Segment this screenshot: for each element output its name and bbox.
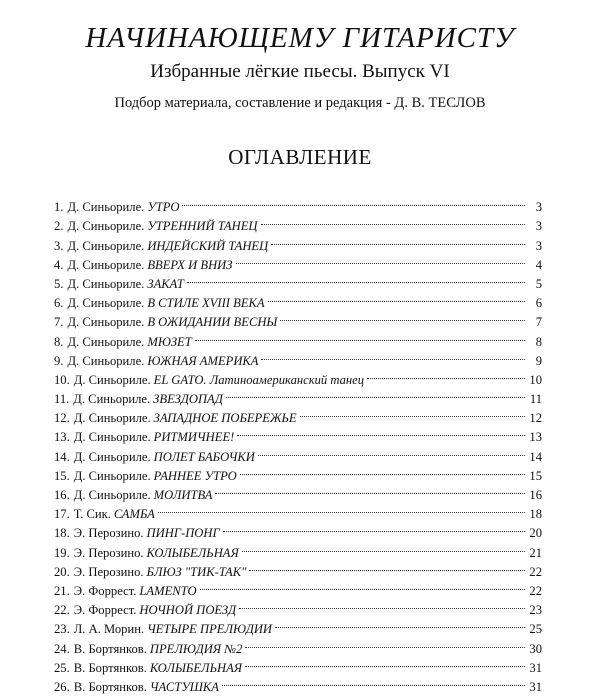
- toc-entry-page-number: 18: [529, 507, 542, 522]
- toc-entry-piece-title: ЧАСТУШКА: [149, 679, 219, 694]
- toc-entry: [54, 326, 542, 349]
- toc-dot-leader: [367, 365, 525, 384]
- toc-entry-piece-title: ЗАКАТ: [147, 276, 184, 291]
- toc-entry: [54, 307, 542, 330]
- document-subtitle: Избранные лёгкие пьесы. Выпуск VI: [150, 61, 450, 82]
- toc-entry-piece-title: КОЛЫБЕЛЬНАЯ: [149, 660, 243, 675]
- toc-entry-piece-title: ПИНГ-ПОНГ: [146, 526, 220, 541]
- toc-entry-number: 3.: [54, 238, 64, 253]
- toc-entry: [54, 288, 542, 311]
- toc-entry-number: 2.: [54, 219, 64, 234]
- toc-dot-leader: [237, 422, 525, 441]
- toc-entry-page-number: 15: [529, 468, 542, 483]
- toc-dot-leader: [300, 403, 525, 422]
- toc-entry-page-number: 22: [529, 564, 542, 579]
- toc-entry-piece-title: РАННЕЕ УТРО: [153, 468, 237, 483]
- toc-entry: [54, 365, 542, 387]
- toc-entry-piece-title: ПОЛЕТ БАБОЧКИ: [153, 449, 255, 464]
- toc-entry-piece-title: LAMENTO: [139, 583, 197, 598]
- toc-entry-composer: Д. Синьориле.: [73, 392, 151, 407]
- document-credits: Подбор материала, составление и редакция - Д. В. ТЕСЛОВ: [114, 95, 486, 111]
- toc-entry-piece-title: НОЧНОЙ ПОЕЗД: [139, 603, 237, 618]
- toc-entry: [54, 422, 542, 445]
- toc-entry-composer: Д. Синьориле.: [73, 488, 151, 502]
- toc-dot-leader: [240, 461, 525, 480]
- toc-entry-piece-title: ВВЕРХ И ВНИЗ: [147, 257, 233, 272]
- toc-entry-piece-title: РИТМИЧНЕЕ!: [153, 430, 235, 445]
- toc-dot-leader: [242, 537, 525, 556]
- toc-entry-number: 20.: [54, 564, 70, 579]
- toc-dot-leader: [261, 346, 525, 365]
- toc-entry: [54, 403, 542, 426]
- toc-entry-piece-title: ЗВЕЗДОПАД: [153, 392, 223, 407]
- toc-entry-page-number: 30: [529, 641, 542, 656]
- toc-entry-composer: Д. Синьориле.: [73, 468, 151, 483]
- toc-entry: [54, 269, 542, 291]
- toc-entry: [54, 653, 542, 675]
- toc-entry-page-number: 12: [529, 411, 542, 426]
- toc-dot-leader: [187, 269, 525, 288]
- toc-entry-composer: Д. Синьориле.: [73, 411, 151, 426]
- toc-dot-leader: [182, 192, 525, 211]
- toc-entry-composer: Д. Синьориле.: [67, 238, 145, 253]
- toc-entry-piece-title: ИНДЕЙСКИЙ ТАНЕЦ: [147, 238, 269, 253]
- toc-entry-piece-title: ЮЖНАЯ АМЕРИКА: [147, 353, 259, 368]
- toc-entry: [54, 211, 542, 234]
- toc-entry-page-number: 20: [529, 526, 542, 541]
- toc-entry-page-number: 16: [529, 488, 542, 502]
- toc-entry-composer: Д. Синьориле.: [73, 430, 151, 445]
- toc-dot-leader: [239, 595, 525, 614]
- toc-entry: [54, 441, 542, 464]
- contents-heading: ОГЛАВЛЕНИЕ: [228, 145, 372, 169]
- toc-entry-page-number: 3: [535, 219, 542, 234]
- toc-entry-composer: Э. Перозино.: [73, 564, 144, 579]
- toc-entry-composer: Д. Синьориле.: [67, 276, 145, 291]
- toc-entry: [54, 346, 542, 368]
- toc-dot-leader: [261, 211, 525, 230]
- toc-dot-leader: [200, 576, 525, 595]
- toc-entry-page-number: 10: [529, 372, 542, 387]
- toc-entry-number: 5.: [54, 276, 64, 291]
- toc-entry-composer: Д. Синьориле.: [67, 315, 145, 330]
- toc-entry-number: 4.: [54, 257, 64, 272]
- toc-entry: [54, 499, 542, 522]
- toc-dot-leader: [268, 288, 525, 307]
- toc-entry: [54, 461, 542, 483]
- toc-entry-composer: Д. Синьориле.: [67, 353, 145, 368]
- toc-entry-composer: Э. Форрест.: [73, 603, 137, 618]
- toc-entry-composer: Д. Синьориле.: [67, 296, 145, 311]
- toc-entry-number: 1.: [54, 200, 64, 215]
- toc-entry-number: 17.: [54, 507, 70, 522]
- toc-entry-composer: Э. Перозино.: [73, 526, 144, 541]
- toc-entry: [54, 557, 542, 579]
- toc-entry-composer: В. Бортянков.: [73, 641, 147, 656]
- toc-entry-composer: Д. Синьориле.: [67, 334, 145, 349]
- toc-entry: [54, 480, 542, 502]
- toc-entry-page-number: 8: [535, 334, 542, 349]
- toc-entry-page-number: 31: [529, 660, 542, 675]
- toc-entry-piece-title: УТРЕННИЙ ТАНЕЦ: [147, 219, 258, 234]
- toc-entry: [54, 230, 542, 253]
- toc-entry-number: 9.: [54, 353, 64, 368]
- toc-entry-number: 12.: [54, 411, 70, 426]
- toc-entry: [54, 537, 542, 560]
- toc-entry-composer: Д. Синьориле.: [73, 449, 151, 464]
- toc-dot-leader: [249, 557, 525, 576]
- toc-entry-composer: Л. А. Морин.: [73, 622, 145, 637]
- toc-entry-piece-title: В СТИЛЕ XVIII ВЕКА: [147, 296, 265, 311]
- toc-entry-page-number: 21: [529, 545, 542, 560]
- toc-dot-leader: [280, 307, 525, 326]
- toc-entry: [54, 192, 542, 215]
- toc-entry-page-number: 31: [529, 679, 542, 694]
- toc-dot-leader: [258, 441, 525, 460]
- toc-entry-number: 15.: [54, 468, 70, 483]
- toc-dot-leader: [158, 499, 525, 518]
- toc-entry-piece-title: КОЛЫБЕЛЬНАЯ: [146, 545, 239, 560]
- toc-entry-composer: Д. Синьориле.: [67, 219, 145, 234]
- toc-entry-number: 14.: [54, 449, 70, 464]
- toc-entry-number: 6.: [54, 296, 64, 311]
- toc-dot-leader: [271, 230, 525, 249]
- toc-dot-leader: [223, 518, 525, 537]
- toc-entry-number: 8.: [54, 334, 64, 349]
- toc-dot-leader: [215, 480, 525, 499]
- toc-entry-composer: Д. Синьориле.: [67, 200, 145, 215]
- toc-entry-number: 16.: [54, 488, 70, 502]
- toc-entry-piece-title: УТРО: [147, 200, 180, 215]
- toc-entry-piece-title: ЧЕТЫРЕ ПРЕЛЮДИИ: [147, 622, 273, 637]
- toc-entry-composer: В. Бортянков.: [73, 679, 147, 694]
- toc-dot-leader: [226, 384, 525, 403]
- toc-dot-leader: [245, 653, 525, 672]
- toc-entry-number: 10.: [54, 372, 70, 387]
- toc-entry-piece-title: БЛЮЗ "ТИК-ТАК": [146, 564, 247, 579]
- toc-entry-page-number: 22: [529, 583, 542, 598]
- toc-entry: [54, 633, 542, 656]
- toc-entry-composer: Т. Сик.: [73, 507, 111, 522]
- toc-entry: [54, 672, 542, 694]
- toc-entry-piece-title: МЮЗЕТ: [147, 334, 192, 349]
- toc-entry-composer: Э. Перозино.: [73, 545, 144, 560]
- toc-entry-number: 18.: [54, 526, 70, 541]
- toc-entry-page-number: 4: [535, 257, 542, 272]
- table-of-contents: [54, 192, 542, 694]
- toc-entry-page-number: 25: [529, 622, 542, 637]
- toc-entry: [54, 595, 542, 618]
- toc-entry: [54, 518, 542, 541]
- toc-entry-piece-title: МОЛИТВА: [153, 488, 213, 502]
- toc-entry-number: 25.: [54, 660, 70, 675]
- toc-dot-leader: [245, 633, 525, 652]
- toc-entry-page-number: 6: [535, 296, 542, 311]
- toc-entry-page-number: 3: [535, 200, 542, 215]
- toc-entry-page-number: 14: [529, 449, 542, 464]
- toc-entry: [54, 250, 542, 272]
- toc-entry-page-number: 23: [529, 603, 542, 618]
- toc-entry-composer: Э. Форрест.: [73, 583, 137, 598]
- toc-entry-page-number: 9: [535, 353, 542, 368]
- toc-entry-page-number: 5: [535, 276, 542, 291]
- toc-entry-piece-title: ЗАПАДНОЕ ПОБЕРЕЖЬЕ: [153, 411, 297, 426]
- toc-entry-number: 24.: [54, 641, 70, 656]
- toc-dot-leader: [275, 614, 525, 633]
- toc-entry-number: 13.: [54, 430, 70, 445]
- toc-entry-piece-title: В ОЖИДАНИИ ВЕСНЫ: [147, 315, 278, 330]
- toc-entry-number: 23.: [54, 622, 70, 637]
- toc-entry: [54, 614, 542, 637]
- toc-entry-page-number: 13: [529, 430, 542, 445]
- toc-entry-composer: Д. Синьориле.: [73, 372, 151, 387]
- toc-dot-leader: [222, 672, 525, 691]
- toc-entry-number: 22.: [54, 603, 70, 618]
- toc-entry-composer: Д. Синьориле.: [67, 257, 145, 272]
- toc-dot-leader: [195, 326, 525, 345]
- toc-entry-number: 26.: [54, 679, 70, 694]
- toc-entry-number: 7.: [54, 315, 64, 330]
- toc-entry-composer: В. Бортянков.: [73, 660, 147, 675]
- toc-entry-piece-title: САМБА: [113, 507, 155, 522]
- toc-entry-piece-title: EL GATO. Латиноамериканский танец: [153, 372, 365, 387]
- toc-entry: [54, 384, 542, 407]
- toc-dot-leader: [236, 250, 525, 269]
- toc-entry: [54, 576, 542, 598]
- toc-entry-number: 11.: [54, 392, 70, 407]
- toc-entry-piece-title: ПРЕЛЮДИЯ №2: [149, 641, 243, 656]
- toc-entry-number: 21.: [54, 583, 70, 598]
- toc-entry-page-number: 11: [529, 392, 542, 407]
- document-title: НАЧИНАЮЩЕМУ ГИТАРИСТУ: [85, 22, 515, 54]
- toc-entry-page-number: 3: [535, 238, 542, 253]
- toc-entry-page-number: 7: [535, 315, 542, 330]
- toc-entry-number: 19.: [54, 545, 70, 560]
